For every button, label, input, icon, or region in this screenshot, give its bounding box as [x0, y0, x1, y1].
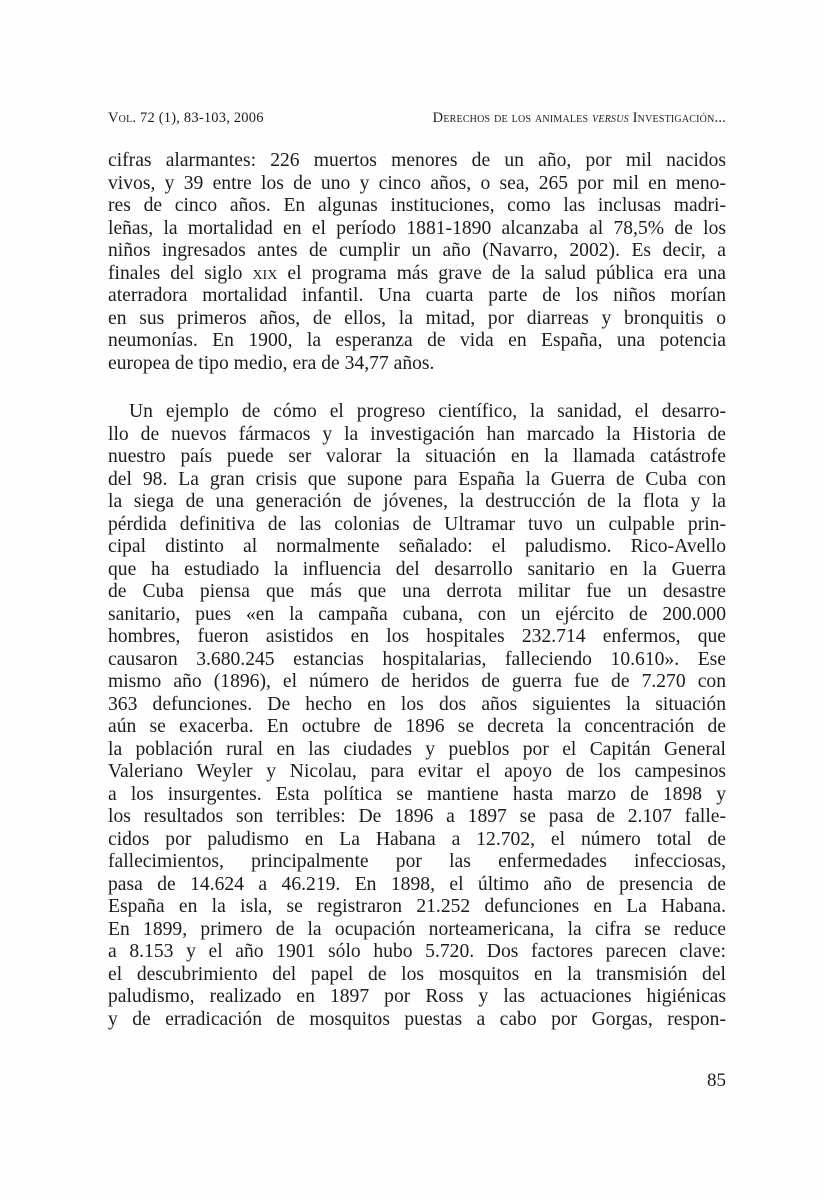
text-line: fallecimientos, principalmente por las enfermedades infecciosas, — [108, 851, 726, 872]
text-line: cifras alarmantes: 226 muertos menores de un año, por mil nacidos — [108, 150, 726, 171]
text-line: finales del siglo xix el programa más grave de la salud pública era una — [108, 262, 727, 284]
text-line: paludismo, realizado en 1897 por Ross y las actuaciones higiénicas — [108, 986, 726, 1007]
paragraph-1 — [108, 150, 726, 375]
paragraph-2 — [108, 401, 726, 1031]
text-line: de Cuba piensa que más que una derrota militar fue un desastre — [108, 581, 726, 602]
text-line: aún se exacerba. En octubre de 1896 se decreta la concentración de — [108, 716, 726, 737]
text-line: vivos, y 39 entre los de uno y cinco años, o sea, 265 por mil en meno- — [108, 172, 726, 194]
text-line: en sus primeros años, de ellos, la mitad, por diarreas y bronquitis o — [108, 307, 726, 329]
text-line: pérdida definitiva de las colonias de Ultramar tuvo un culpable prin- — [108, 513, 726, 535]
page-number: 85 — [707, 1070, 726, 1091]
text-line: cidos por paludismo en La Habana a 12.702, el número total de — [108, 828, 726, 850]
text-line: España en la isla, se registraron 21.252 defunciones en La Habana. — [108, 896, 726, 917]
text-line: que ha estudiado la influencia del desarrollo sanitario en la Guerra — [108, 558, 726, 580]
text-line: res de cinco años. En algunas instituciones, como las inclusas madri- — [108, 195, 726, 216]
text-line: Valeriano Weyler y Nicolau, para evitar el apoyo de los campesinos — [108, 761, 726, 782]
text-line: cipal distinto al normalmente señalado: el paludismo. Rico-Avello — [108, 536, 726, 557]
body-text — [108, 150, 726, 1031]
text-line: llo de nuevos fármacos y la investigación han marcado la Historia de — [108, 423, 726, 445]
article-title-part-2: Investigación... — [628, 110, 726, 126]
text-line: a los insurgentes. Esta política se mantiene hasta marzo de 1898 y — [108, 783, 726, 805]
paragraph-gap — [108, 375, 726, 401]
text-line: hombres, fueron asistidos en los hospitales 232.714 enfermos, que — [108, 626, 726, 647]
running-header — [108, 110, 726, 132]
text-line: nuestro país puede ser valorar la situación en la llamada catástrofe — [108, 446, 726, 467]
text-line: la siega de una generación de jóvenes, la destrucción de la flota y la — [108, 491, 726, 512]
text-line: aterradora mortalidad infantil. Una cuarta parte de los niños morían — [108, 285, 726, 306]
text-line: sanitario, pues «en la campaña cubana, con un ejército de 200.000 — [108, 603, 726, 625]
text-line: el descubrimiento del papel de los mosquitos en la transmisión del — [108, 963, 726, 985]
text-line: europea de tipo medio, era de 34,77 años. — [108, 352, 435, 374]
text-line: leñas, la mortalidad en el período 1881-1890 alcanzaba al 78,5% de los — [108, 217, 726, 239]
text-line: la población rural en las ciudades y pueblos por el Capitán General — [108, 738, 726, 760]
text-line: del 98. La gran crisis que supone para España la Guerra de Cuba con — [108, 468, 726, 490]
text-line: pasa de 14.624 a 46.219. En 1898, el último año de presencia de — [108, 873, 726, 895]
text-line: y de erradicación de mosquitos puestas a cabo por Gorgas, respon- — [108, 1008, 726, 1030]
article-title-italic: versus — [592, 110, 629, 126]
text-line: niños ingresados antes de cumplir un año (Navarro, 2002). Es decir, a — [108, 240, 726, 261]
article-title-part-1: Derechos de los animales — [432, 110, 593, 126]
text-line: Un ejemplo de cómo el progreso científico, la sanidad, el desarro- — [129, 401, 726, 422]
text-line: neumonías. En 1900, la esperanza de vida en España, una potencia — [108, 330, 726, 351]
text-line: a 8.153 y el año 1901 sólo hubo 5.720. Dos factores parecen clave: — [108, 941, 726, 962]
text-line: 363 defunciones. De hecho en los dos años siguientes la situación — [108, 693, 726, 715]
text-line: causaron 3.680.245 estancias hospitalarias, falleciendo 10.610». Ese — [108, 648, 726, 670]
text-line: mismo año (1896), el número de heridos de guerra fue de 7.270 con — [108, 671, 726, 692]
journal-volume-citation: Vol. 72 (1), 83-103, 2006 — [108, 110, 264, 126]
article-short-title — [433, 110, 726, 127]
text-line: los resultados son terribles: De 1896 a 1897 se pasa de 2.107 falle- — [108, 806, 726, 827]
text-line: En 1899, primero de la ocupación norteamericana, la cifra se reduce — [108, 918, 726, 940]
